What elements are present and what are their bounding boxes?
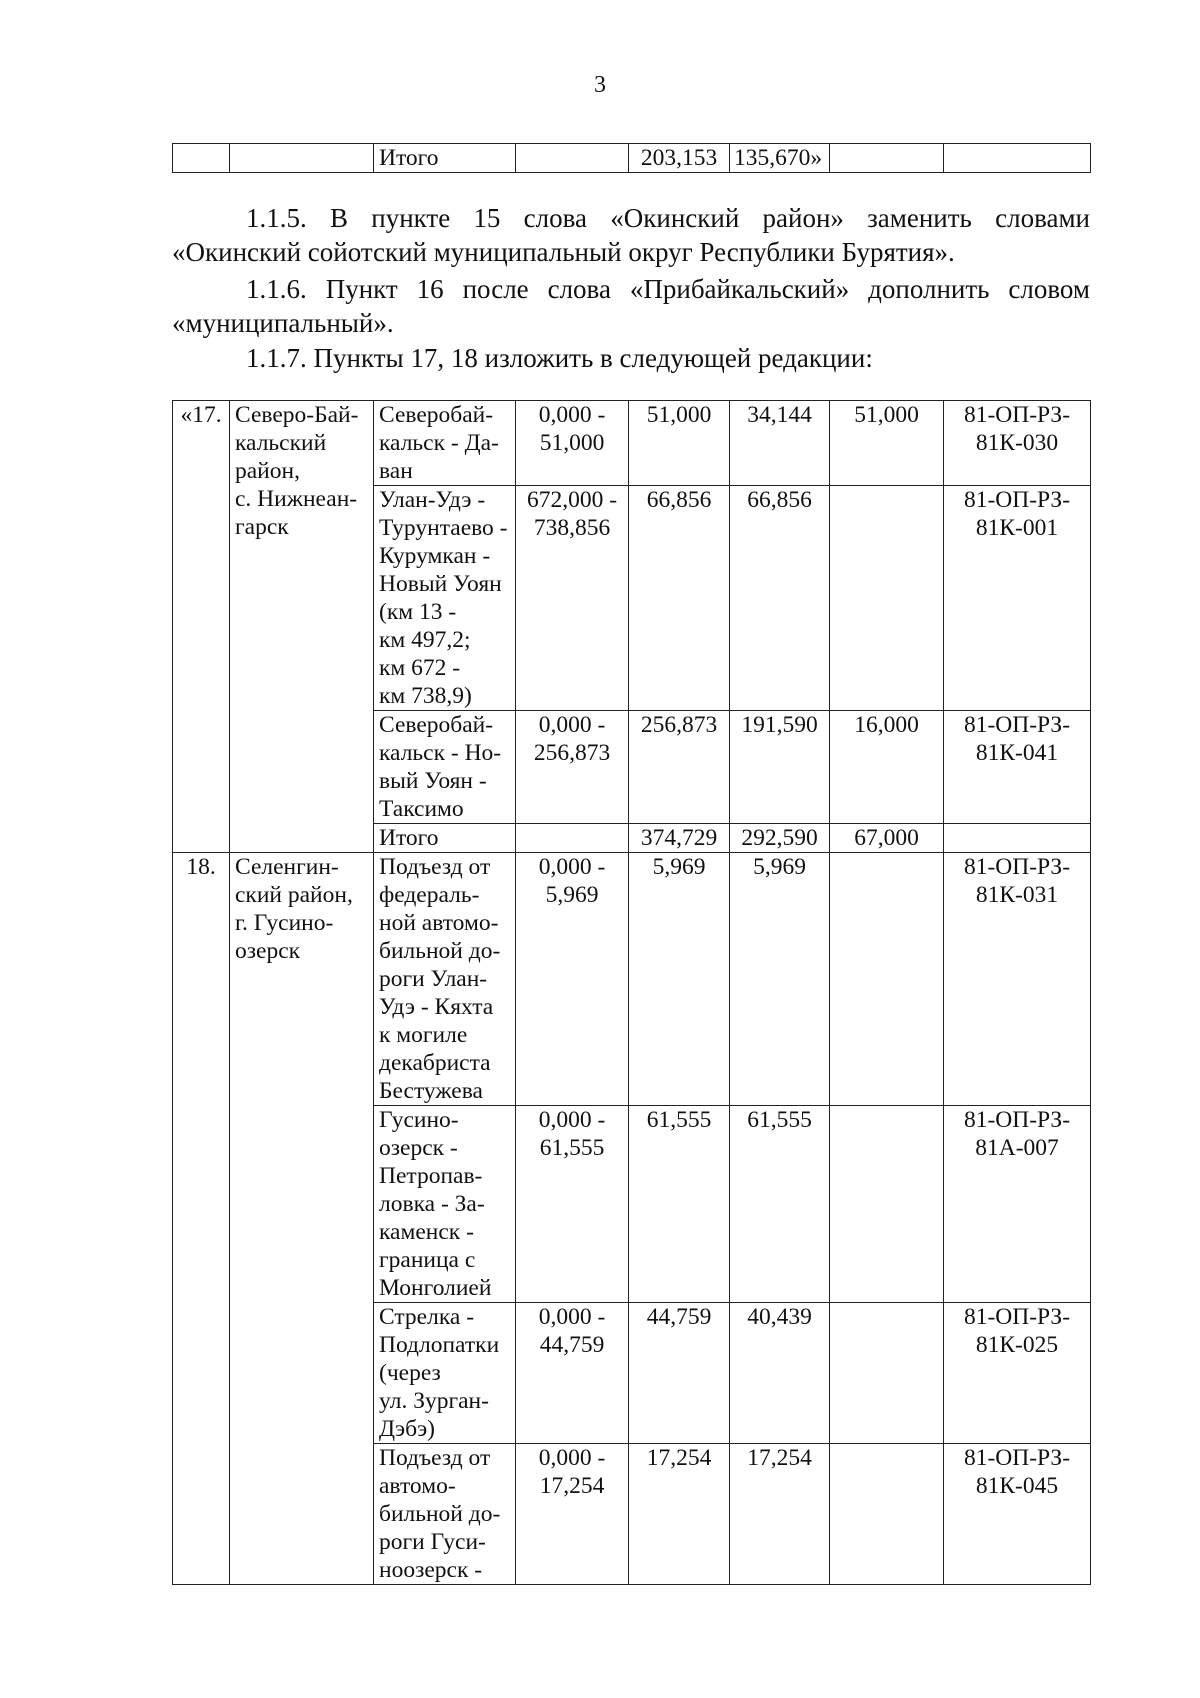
cell-text: Селенгин- [235,854,339,880]
road-name-cell [374,1444,516,1585]
cell-text: ноозерск - [379,1557,483,1583]
value-cell: 17,254 [730,1444,830,1585]
road-name-cell [374,1106,516,1303]
road-code-cell [944,1444,1091,1585]
cell-text: 81-ОП-РЗ- [963,487,1071,513]
cell-text: Таксимо [379,796,464,822]
km-range-cell [516,824,629,853]
cell-text: 256,873 [533,740,611,766]
paragraph-text: «муниципальный». [172,308,394,338]
length-cell: 17,254 [629,1444,730,1585]
cell-text: Подъезд от [379,854,491,880]
table-cell [516,144,629,173]
cell-text: кальск - Но- [379,740,502,766]
paragraph-1-1-5 [172,201,1090,235]
cell-text: 738,856 [533,515,611,541]
cell-text: федераль- [379,882,480,908]
cell-text: 81К-041 [975,740,1059,766]
cell-text: декабриста [379,1050,491,1076]
value-cell [830,486,944,711]
value-cell: 16,000 [830,711,944,824]
value-cell [830,1106,944,1303]
km-range-cell [516,1106,629,1303]
cell-text: 672,000 - [526,487,618,513]
cell-text: Итого [379,825,439,851]
cell-text: 81-ОП-РЗ- [963,1107,1071,1133]
table-cell [944,144,1091,173]
cell-text: кальский [235,430,327,456]
cell-text: Северобай- [379,402,494,428]
cell-text: Бестужева [379,1078,483,1104]
cell-text: с. Нижнеан- [235,486,358,512]
cell-text: 0,000 - [538,1445,606,1471]
cell-text: Северобай- [379,712,494,738]
cell-text: ский район, [235,882,353,908]
cell-text: бильной до- [379,938,501,964]
continuation-table [172,143,1091,173]
road-name-cell [374,824,516,853]
cell-text: граница с [379,1247,476,1273]
item-number-cell: «17. [173,401,230,853]
cell-text: ван [379,458,413,484]
value-cell [830,1303,944,1444]
paragraph-text: 1.1.6. Пункт 16 после слова «Прибайкальский» дополнить словом [246,274,1090,304]
length-cell: 374,729 [629,824,730,853]
table-cell-label: Итого [374,144,516,173]
cell-text: Петропав- [379,1163,483,1189]
table-row-total [173,144,1091,173]
cell-text: Новый Уоян [379,571,502,597]
cell-text: 81-ОП-РЗ- [963,402,1071,428]
cell-text: роги Улан- [379,966,488,992]
cell-text: Гусино- [379,1107,459,1133]
value-cell: 34,144 [730,401,830,486]
cell-text: (км 13 - [379,599,457,625]
length-cell: 5,969 [629,853,730,1106]
cell-text: к могиле [379,1022,468,1048]
road-code-cell [944,1303,1091,1444]
cell-text: км 497,2; [379,627,471,653]
cell-text: 81А-007 [975,1135,1059,1161]
cell-text: 51,000 [539,430,605,456]
road-name-cell [374,711,516,824]
paragraph-1-1-7 [172,341,1090,375]
table-cell [230,144,374,173]
cell-text: 0,000 - [538,1304,606,1330]
cell-text: 81К-031 [975,882,1059,908]
table-row [173,853,1091,1106]
cell-text: ной автомо- [379,910,499,936]
cell-text: 81-ОП-РЗ- [963,1445,1071,1471]
cell-text: км 672 - [379,655,461,681]
cell-text: 81-ОП-РЗ- [963,854,1071,880]
table-cell [830,144,944,173]
road-name-cell [374,486,516,711]
cell-text: Северо-Бай- [235,402,359,428]
km-range-cell [516,1444,629,1585]
value-cell: 40,439 [730,1303,830,1444]
cell-text: Дэбэ) [379,1416,435,1442]
cell-text: Улан-Удэ - [379,487,486,513]
cell-text: 44,759 [539,1332,605,1358]
cell-text: бильной до- [379,1501,501,1527]
road-code-cell [944,853,1091,1106]
cell-text: 81К-045 [975,1473,1059,1499]
paragraph-text: «Окинский сойотский муниципальный округ Республики Бурятия». [172,237,955,267]
cell-text: км 738,9) [379,683,472,709]
value-cell [830,1444,944,1585]
cell-text: 17,254 [539,1473,605,1499]
cell-text: г. Гусино- [235,910,334,936]
cell-text: ловка - За- [379,1191,485,1217]
length-cell: 51,000 [629,401,730,486]
cell-text: 81-ОП-РЗ- [963,712,1071,738]
cell-text: гарск [235,514,289,540]
km-range-cell [516,401,629,486]
cell-text: 81К-001 [975,515,1059,541]
item-number-cell: 18. [173,853,230,1585]
cell-text: роги Гуси- [379,1529,486,1555]
length-cell: 66,856 [629,486,730,711]
table-row [173,401,1091,486]
cell-text: 0,000 - [538,402,606,428]
cell-text: озерск [235,938,301,964]
paragraph-text: 1.1.7. Пункты 17, 18 изложить в следующей редакции: [246,343,873,373]
value-cell: 5,969 [730,853,830,1106]
road-code-cell [944,401,1091,486]
cell-text: озерск - [379,1135,458,1161]
road-code-cell [944,711,1091,824]
cell-text: (через [379,1360,441,1386]
length-cell: 256,873 [629,711,730,824]
road-code-cell [944,486,1091,711]
road-code-cell [944,1106,1091,1303]
cell-text: Удэ - Кяхта [379,994,494,1020]
cell-text: каменск - [379,1219,474,1245]
road-name-cell [374,1303,516,1444]
cell-text: 0,000 - [538,1107,606,1133]
value-cell: 191,590 [730,711,830,824]
cell-text: Подъезд от [379,1445,491,1471]
value-cell: 51,000 [830,401,944,486]
length-cell: 44,759 [629,1303,730,1444]
value-cell: 292,590 [730,824,830,853]
cell-text: Турунтаево - [379,515,508,541]
cell-text: 0,000 - [538,712,606,738]
district-cell [230,853,374,1585]
cell-text: автомо- [379,1473,456,1499]
paragraph-1-1-6-cont [172,306,1090,340]
cell-text: 0,000 - [538,854,606,880]
road-name-cell [374,401,516,486]
cell-text: 81К-025 [975,1332,1059,1358]
cell-text: район, [235,458,300,484]
paragraph-1-1-6 [172,272,1090,306]
cell-text: Подлопатки [379,1332,500,1358]
paragraph-text: 1.1.5. В пункте 15 слова «Окинский район» заменить словами [246,203,1090,233]
cell-text: вый Уоян - [379,768,487,794]
table-cell-value: 135,670» [730,144,830,173]
cell-text: ул. Зурган- [379,1388,489,1414]
cell-text: кальск - Да- [379,430,499,456]
cell-text: 81-ОП-РЗ- [963,1304,1071,1330]
cell-text: Монголией [379,1275,492,1301]
km-range-cell [516,853,629,1106]
cell-text: 5,969 [545,882,599,908]
value-cell: 61,555 [730,1106,830,1303]
cell-text: Курумкан - [379,543,491,569]
km-range-cell [516,1303,629,1444]
page-number: 3 [594,72,606,98]
road-code-cell [944,824,1091,853]
table-cell-value: 203,153 [629,144,730,173]
km-range-cell [516,711,629,824]
km-range-cell [516,486,629,711]
value-cell: 66,856 [730,486,830,711]
cell-text: 81К-030 [975,430,1059,456]
value-cell [830,853,944,1106]
value-cell: 67,000 [830,824,944,853]
table-cell [173,144,230,173]
district-cell [230,401,374,853]
length-cell: 61,555 [629,1106,730,1303]
paragraph-1-1-5-cont [172,235,1090,269]
roads-table [172,400,1091,1585]
road-name-cell [374,853,516,1106]
cell-text: Стрелка - [379,1304,475,1330]
cell-text: 61,555 [539,1135,605,1161]
